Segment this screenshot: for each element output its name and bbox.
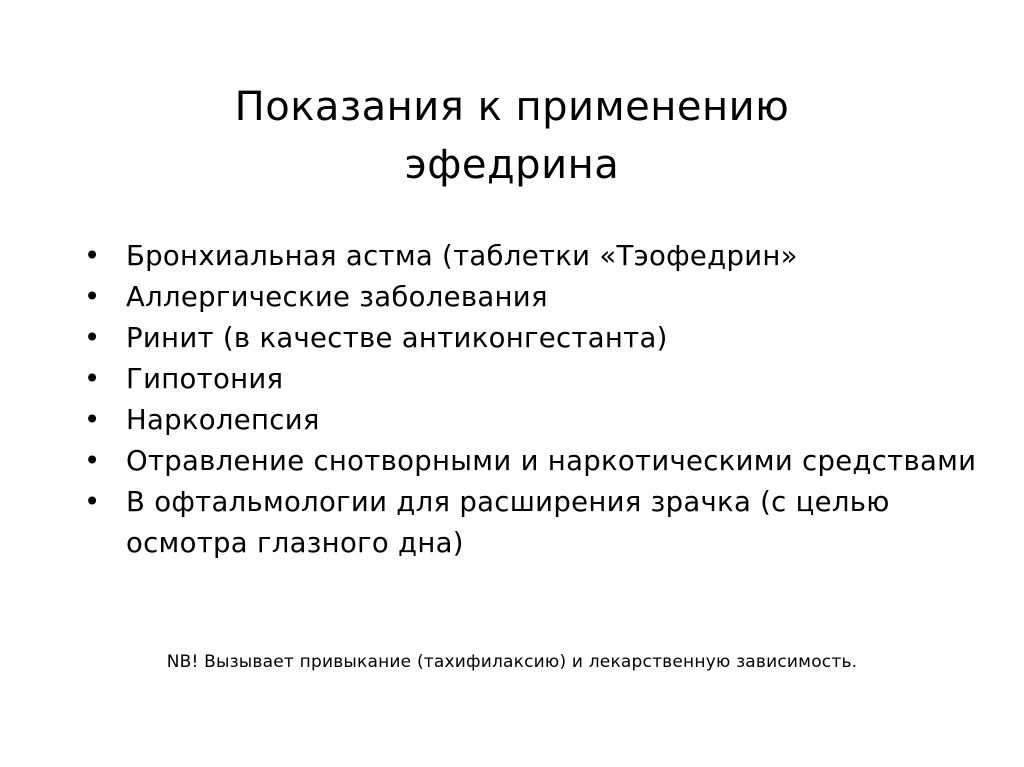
list-item-text: Аллергические заболевания bbox=[126, 281, 548, 313]
bullet-icon: • bbox=[84, 486, 101, 518]
list-item bbox=[84, 359, 1004, 400]
slide-title-line-2: эфедрина bbox=[404, 142, 620, 188]
list-item bbox=[84, 277, 1004, 318]
list-item bbox=[84, 441, 1004, 482]
bullet-icon: • bbox=[84, 281, 101, 313]
list-item-text: В офтальмологии для расширения зрачка (с целью осмотра глазного дна) bbox=[126, 486, 890, 559]
list-item-text: Нарколепсия bbox=[126, 404, 320, 436]
bullet-icon: • bbox=[84, 322, 101, 354]
list-item-text: Ринит (в качестве антиконгестанта) bbox=[126, 322, 668, 354]
list-item-text: Гипотония bbox=[126, 363, 284, 395]
slide-title-line-1: Показания к применению bbox=[234, 84, 790, 130]
list-item bbox=[84, 318, 1004, 359]
nb-note: NB! Вызывает привыкание (тахифилаксию) и лекарственную зависимость. bbox=[166, 652, 858, 672]
list-item bbox=[84, 400, 1004, 441]
bullet-icon: • bbox=[84, 404, 101, 436]
bullet-icon: • bbox=[84, 363, 101, 395]
list-item bbox=[84, 236, 1004, 277]
slide-title bbox=[0, 78, 1024, 194]
indications-list bbox=[84, 236, 1004, 564]
list-item bbox=[84, 482, 1004, 564]
bullet-icon: • bbox=[84, 445, 101, 477]
bullet-icon: • bbox=[84, 240, 101, 272]
list-item-text: Бронхиальная астма (таблетки «Тэофедрин» bbox=[126, 240, 798, 272]
list-item-text: Отравление снотворными и наркотическими средствами bbox=[126, 445, 977, 477]
